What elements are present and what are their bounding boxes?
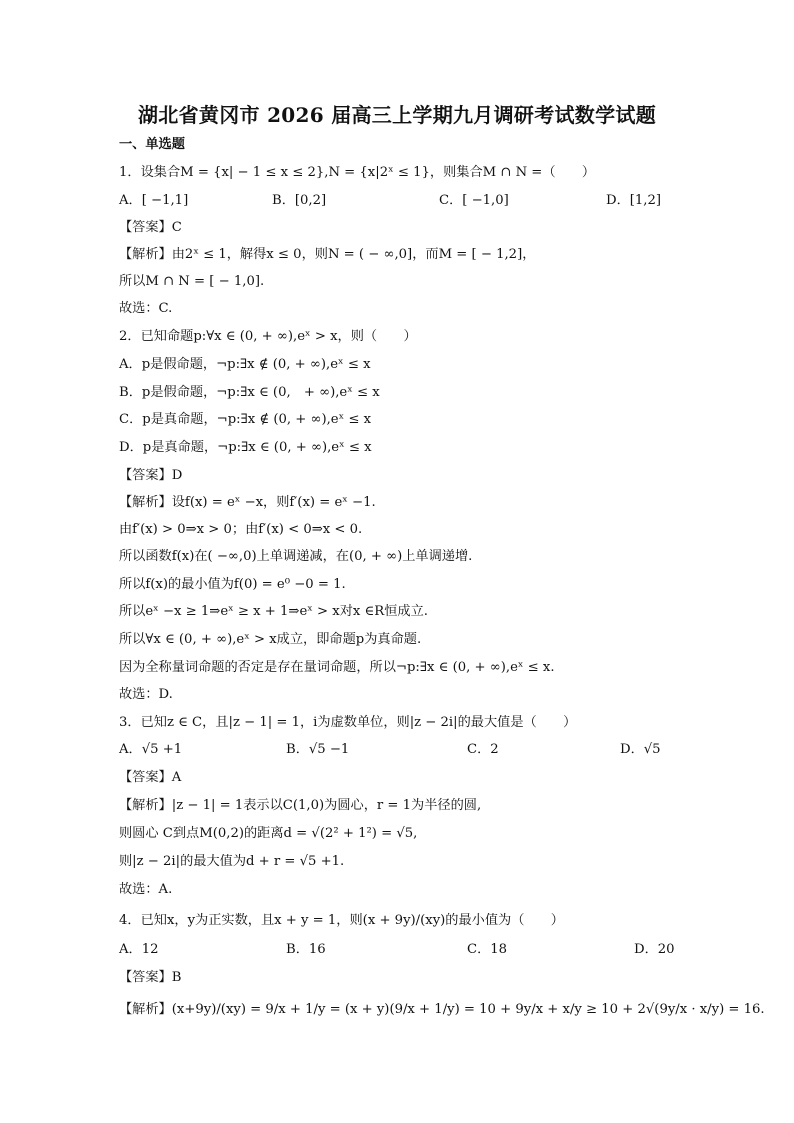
q4-option-d: D．20 [634,942,675,957]
q1-option-c: C．[ −1,0] [439,193,509,208]
q4-answer: 【答案】B [119,970,182,985]
q3-option-b: B．√5 −1 [286,742,350,757]
q4-option-c: C．18 [467,942,508,957]
q2-solution-line: 所以f(x)的最小值为f(0) = e⁰ −0 = 1. [119,577,346,592]
q1-stem: 1．设集合M = {x| − 1 ≤ x ≤ 2},N = {x|2ˣ ≤ 1}，则集合M ∩ N =（ ） [119,165,596,180]
q2-option-d: D．p是真命题，¬p:∃x ∈ (0, + ∞),eˣ ≤ x [119,440,372,455]
q4-stem: 4．已知x，y为正实数，且x + y = 1，则(x + 9y)/(xy)的最小值为（ ） [119,913,564,928]
q1-solution-line: 所以M ∩ N = [ − 1,0]. [119,274,265,289]
q1-option-b: B．[0,2] [272,193,327,208]
q2-solution-line: 【解析】设f(x) = eˣ −x，则f′(x) = eˣ −1. [119,495,376,510]
q1-option-a: A．[ −1,1] [119,193,189,208]
q3-solution-line: 故选：A. [119,882,173,897]
q2-stem: 2．已知命题p:∀x ∈ (0, + ∞),eˣ > x，则（ ） [119,329,417,344]
document-title: 湖北省黄冈市 2026 届高三上学期九月调研考试数学试题 [138,103,656,127]
q4-option-a: A．12 [119,942,159,957]
q1-solution-line: 【解析】由2ˣ ≤ 1，解得x ≤ 0，则N = ( − ∞,0]，而M = [ − 1,2]， [119,247,536,262]
q2-solution-line: 故选：D. [119,687,173,702]
q3-option-a: A．√5 +1 [119,742,183,757]
q3-solution-line: 则圆心 C到点M(0,2)的距离d = √(2² + 1²) = √5, [119,826,418,841]
q3-solution-line: 则|z − 2i|的最大值为d + r = √5 +1. [119,854,345,869]
q2-option-c: C．p是真命题，¬p:∃x ∉ (0, + ∞),eˣ ≤ x [119,412,372,427]
q2-solution-line: 所以函数f(x)在( −∞,0)上单调递减，在(0, + ∞)上单调递增. [119,549,473,564]
q2-solution-line: 因为全称量词命题的否定是存在量词命题，所以¬p:∃x ∈ (0, + ∞),eˣ ≤ x. [119,660,555,675]
q2-option-b: B．p是假命题，¬p:∃x ∈ (0, + ∞),eˣ ≤ x [119,385,380,400]
q1-answer: 【答案】C [119,220,182,235]
q3-stem: 3．已知z ∈ C，且|z − 1| = 1，i为虚数单位，则|z − 2i|的最大值是（ ） [119,715,577,730]
q2-option-a: A．p是假命题，¬p:∃x ∉ (0, + ∞),eˣ ≤ x [119,357,371,372]
q3-answer: 【答案】A [119,770,182,785]
q2-solution-line: 所以eˣ −x ≥ 1⇒eˣ ≥ x + 1⇒eˣ > x对x ∈R恒成立. [119,604,428,619]
q3-option-c: C．2 [467,742,499,757]
q4-solution-line: 【解析】(x+9y)/(xy) = 9/x + 1/y = (x + y)(9/x + 1/y) = 10 + 9y/x + x/y ≥ 10 + 2√(9y/x · x/y) = 16. [119,1002,765,1017]
q2-solution-line: 由f′(x) > 0⇒x > 0；由f′(x) < 0⇒x < 0. [119,522,363,537]
q2-answer: 【答案】D [119,468,183,483]
q1-option-d: D．[1,2] [606,193,662,208]
q1-solution-line: 故选：C. [119,301,173,316]
q2-solution-line: 所以∀x ∈ (0, + ∞),eˣ > x成立，即命题p为真命题. [119,632,422,647]
section-heading: 一、单选题 [119,137,185,152]
q3-solution-line: 【解析】|z − 1| = 1表示以C(1,0)为圆心，r = 1为半径的圆, [119,798,482,813]
q4-option-b: B．16 [286,942,326,957]
q3-option-d: D．√5 [620,742,661,757]
